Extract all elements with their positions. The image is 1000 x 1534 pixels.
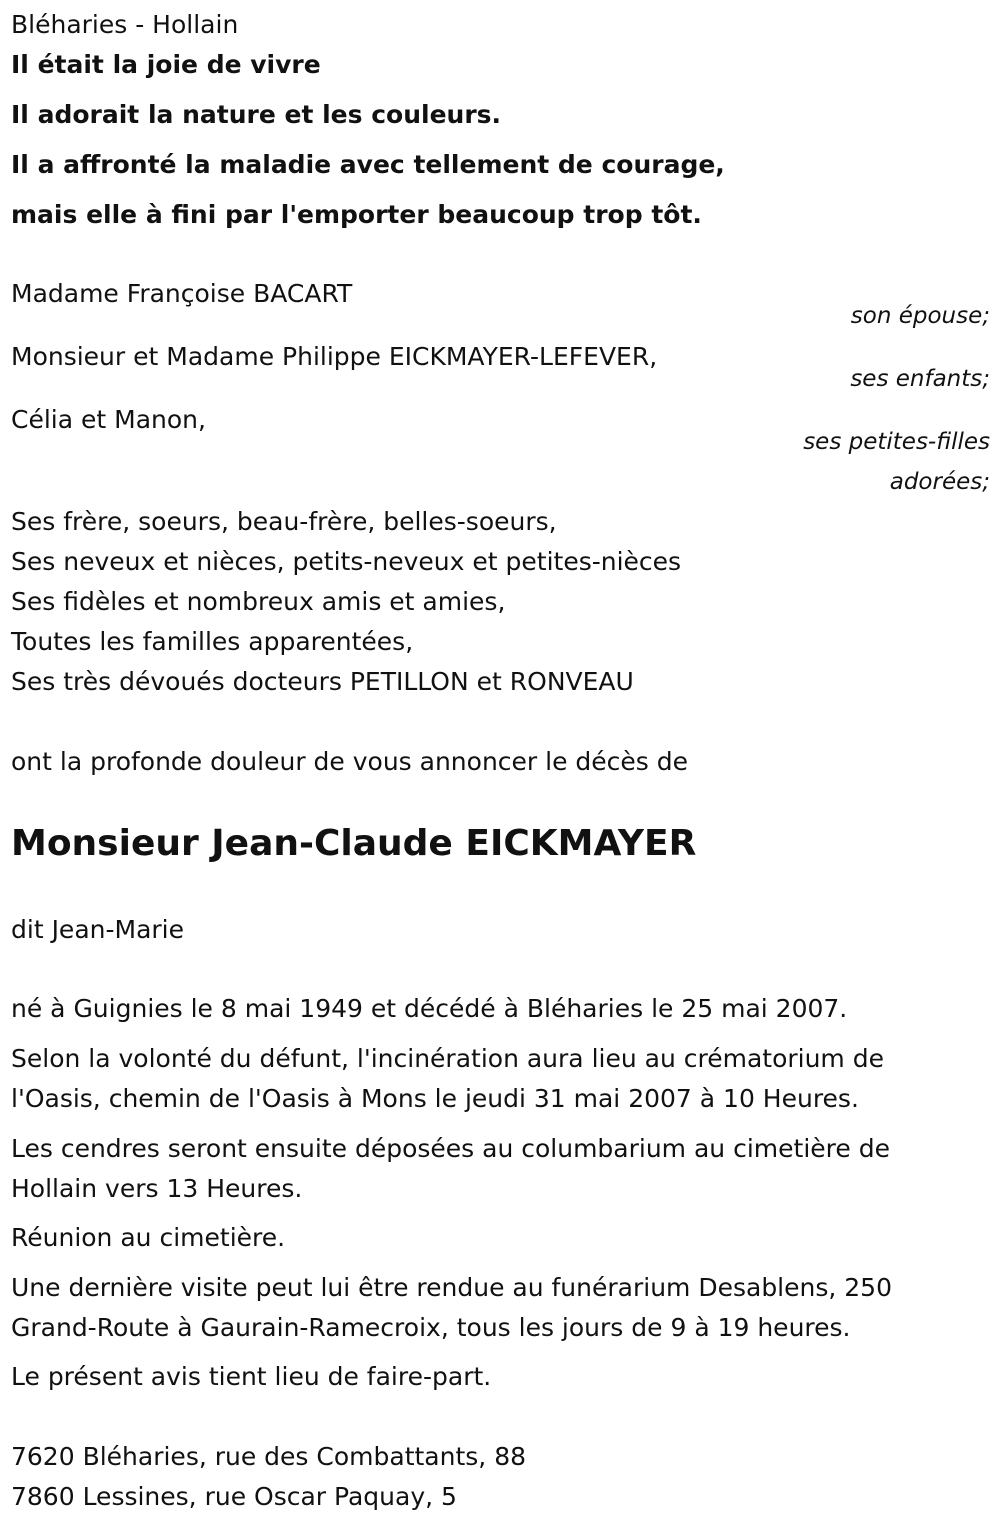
ashes-line: Hollain vers 13 Heures. [11,1174,303,1203]
verse-line: Il était la joie de vivre [11,50,321,79]
children-name: Monsieur et Madame Philippe EICKMAYER-LEFEVER, [11,342,658,371]
family-line: Toutes les familles apparentées, [11,627,414,656]
visit-line: Grand-Route à Gaurain-Ramecroix, tous les jours de 9 à 19 heures. [11,1313,851,1342]
location-header: Bléharies - Hollain [11,10,239,39]
verse-line: mais elle à fini par l'emporter beaucoup trop tôt. [11,200,702,229]
announcement-text: ont la profonde douleur de vous annoncer le décès de [11,747,689,776]
visit-line: Une dernière visite peut lui être rendue au funérarium Desablens, 250 [11,1273,892,1302]
grandchildren-relation: ses petites-filles [803,429,990,455]
spouse-relation: son épouse; [850,303,990,329]
family-line: Ses très dévoués docteurs PETILLON et RONVEAU [11,667,634,696]
deceased-alias: dit Jean-Marie [11,915,184,944]
cremation-line: Selon la volonté du défunt, l'incinération aura lieu au crématorium de [11,1044,884,1073]
meeting-line: Réunion au cimetière. [11,1223,286,1252]
verse-line: Il a affronté la maladie avec tellement de courage, [11,150,725,179]
cremation-line: l'Oasis, chemin de l'Oasis à Mons le jeudi 31 mai 2007 à 10 Heures. [11,1084,859,1113]
spouse-name: Madame Françoise BACART [11,279,353,308]
children-relation: ses enfants; [850,366,990,392]
address-line: 7620 Bléharies, rue des Combattants, 88 [11,1442,527,1471]
notice-line: Le présent avis tient lieu de faire-part. [11,1362,492,1391]
family-line: Ses neveux et nièces, petits-neveux et petites-nièces [11,547,682,576]
verse-line: Il adorait la nature et les couleurs. [11,100,502,129]
family-line: Ses fidèles et nombreux amis et amies, [11,587,506,616]
deceased-name: Monsieur Jean-Claude EICKMAYER [11,823,697,864]
address-line: 7860 Lessines, rue Oscar Paquay, 5 [11,1482,457,1511]
family-line: Ses frère, soeurs, beau-frère, belles-soeurs, [11,507,557,536]
birth-death-line: né à Guignies le 8 mai 1949 et décédé à Bléharies le 25 mai 2007. [11,994,848,1023]
grandchildren-name: Célia et Manon, [11,405,206,434]
ashes-line: Les cendres seront ensuite déposées au columbarium au cimetière de [11,1134,890,1163]
grandchildren-relation: adorées; [889,469,990,495]
